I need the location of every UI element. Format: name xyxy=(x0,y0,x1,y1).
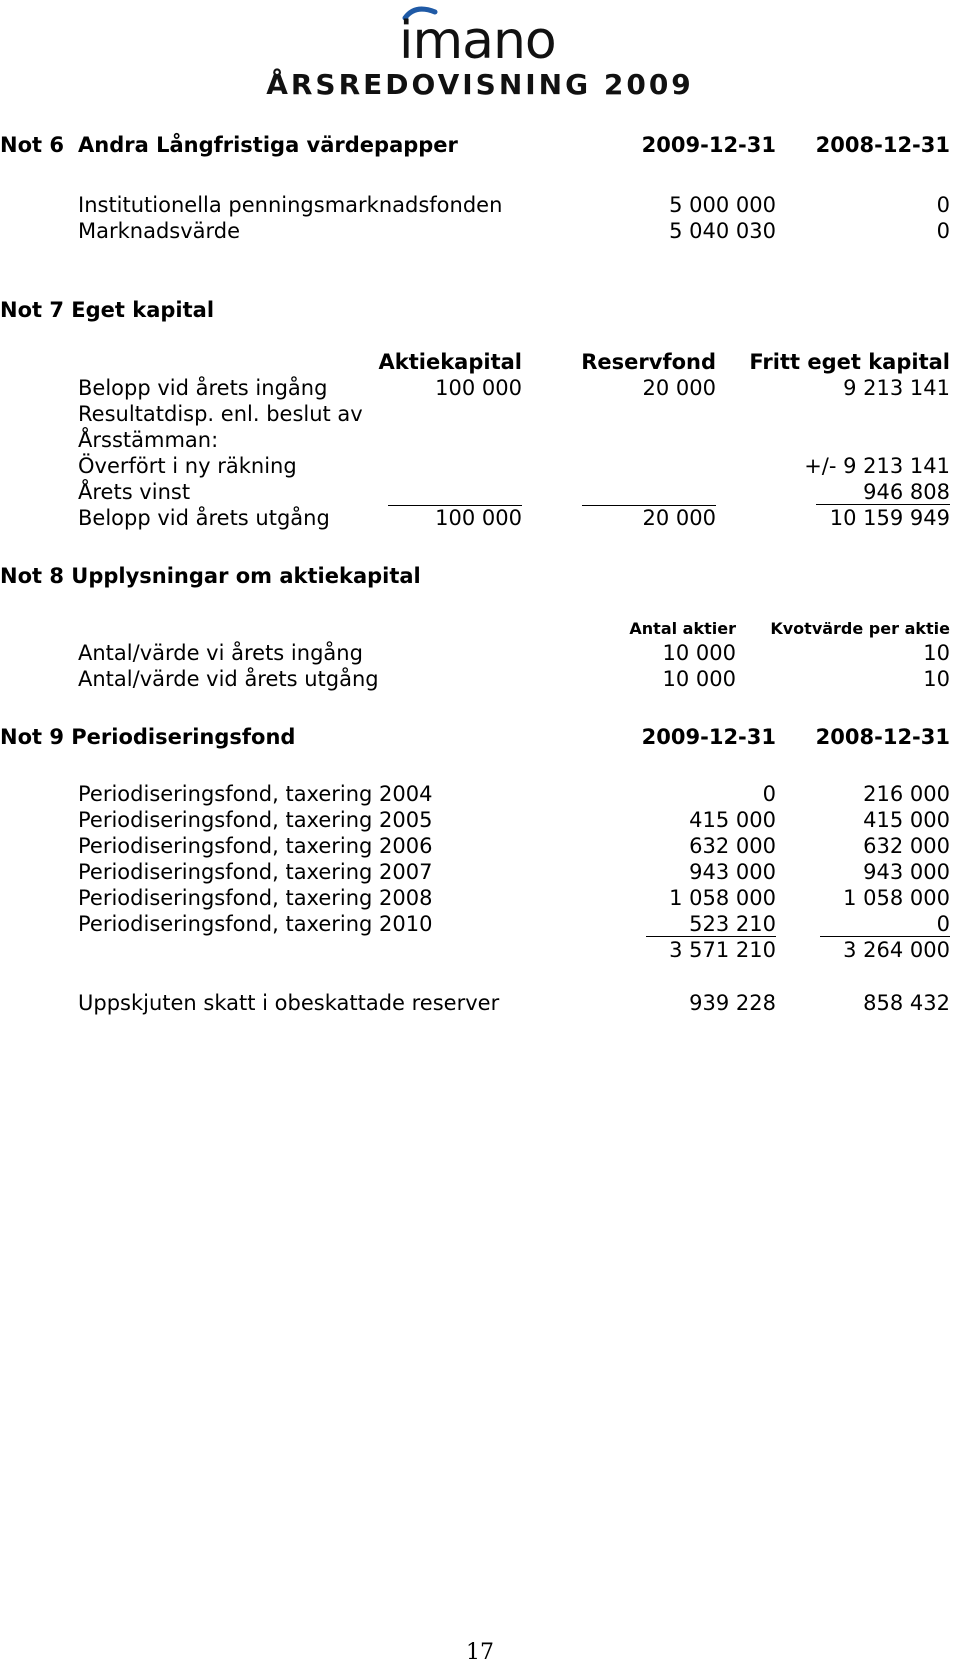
note8-row-value2: 10 xyxy=(923,641,950,665)
note7-opening-v3: 9 213 141 xyxy=(843,376,950,400)
note7-col1-header: Aktiekapital xyxy=(378,350,522,374)
note8-row-value1: 10 000 xyxy=(662,667,736,691)
note6-col1-header: 2009-12-31 xyxy=(641,133,776,157)
svg-text:imano: imano xyxy=(399,11,556,66)
deferred-tax-label: Uppskjuten skatt i obeskattade reserver xyxy=(78,991,500,1015)
note7-profit-v3: 946 808 xyxy=(816,480,950,505)
note9-row-label: Periodiseringsfond, taxering 2007 xyxy=(78,860,433,884)
note6-row-value1: 5 000 000 xyxy=(669,193,776,217)
note7-closing-v3: 10 159 949 xyxy=(829,506,950,530)
note6-number: Not 6 xyxy=(0,133,64,157)
note7-closing-label: Belopp vid årets utgång xyxy=(78,506,330,530)
note8-col2-header: Kvotvärde per aktie xyxy=(770,619,950,638)
deferred-tax-value1: 939 228 xyxy=(689,991,776,1015)
note9-row-value1: 523 210 xyxy=(646,912,776,937)
deferred-tax-value2: 858 432 xyxy=(863,991,950,1015)
note9-row-label: Periodiseringsfond, taxering 2004 xyxy=(78,782,433,806)
note9-row-value2: 0 xyxy=(820,912,950,937)
note7-opening-v2: 20 000 xyxy=(642,376,716,400)
note8-title: Not 8 Upplysningar om aktiekapital xyxy=(0,564,421,588)
note6-row-value1: 5 040 030 xyxy=(669,219,776,243)
note7-resultat-label-2: Årsstämman: xyxy=(78,428,219,452)
note9-row-value2: 216 000 xyxy=(863,782,950,806)
note9-row-value1: 1 058 000 xyxy=(669,886,776,910)
note9-row-value1: 0 xyxy=(762,782,776,806)
note7-transfer-v3: +/- 9 213 141 xyxy=(804,454,950,478)
note9-row-label: Periodiseringsfond, taxering 2006 xyxy=(78,834,433,858)
note6-col2-header: 2008-12-31 xyxy=(815,133,950,157)
note8-col1-header: Antal aktier xyxy=(629,619,736,638)
note7-col1-sum-line xyxy=(388,480,522,506)
note7-col2-sum-line xyxy=(582,480,716,506)
note9-title: Not 9 Periodiseringsfond xyxy=(0,725,296,749)
note8-row-label: Antal/värde vid årets utgång xyxy=(78,667,379,691)
note7-closing-v1: 100 000 xyxy=(435,506,522,530)
note9-total-value1: 3 571 210 xyxy=(669,938,776,962)
note6-row-label: Marknadsvärde xyxy=(78,219,241,243)
note7-resultat-label-1: Resultatdisp. enl. beslut av xyxy=(78,402,363,426)
note9-col2-header: 2008-12-31 xyxy=(815,725,950,749)
note9-row-value2: 632 000 xyxy=(863,834,950,858)
note9-row-value2: 415 000 xyxy=(863,808,950,832)
note9-row-label: Periodiseringsfond, taxering 2010 xyxy=(78,912,433,936)
note9-row-value1: 943 000 xyxy=(689,860,776,884)
note9-total-value2: 3 264 000 xyxy=(843,938,950,962)
note7-title: Not 7 Eget kapital xyxy=(0,298,215,322)
note7-col2-header: Reservfond xyxy=(581,350,716,374)
note9-row-label: Periodiseringsfond, taxering 2008 xyxy=(78,886,433,910)
note7-closing-v2: 20 000 xyxy=(642,506,716,530)
note7-col3-header: Fritt eget kapital xyxy=(749,350,950,374)
note6-title: Andra Långfristiga värdepapper xyxy=(78,133,458,157)
note6-row-label: Institutionella penningsmarknadsfonden xyxy=(78,193,503,217)
note9-row-label: Periodiseringsfond, taxering 2005 xyxy=(78,808,433,832)
note8-row-value2: 10 xyxy=(923,667,950,691)
page-number: 17 xyxy=(466,1640,494,1665)
note9-row-value2: 943 000 xyxy=(863,860,950,884)
note6-row-value2: 0 xyxy=(936,193,950,217)
note7-opening-v1: 100 000 xyxy=(435,376,522,400)
note9-row-value1: 632 000 xyxy=(689,834,776,858)
note7-opening-label: Belopp vid årets ingång xyxy=(78,376,328,400)
note9-row-value2: 1 058 000 xyxy=(843,886,950,910)
note7-profit-label: Årets vinst xyxy=(78,480,191,504)
note9-row-value1: 415 000 xyxy=(689,808,776,832)
imano-logo xyxy=(395,6,605,66)
document-title: ÅRSREDOVISNING 2009 xyxy=(266,68,694,101)
note8-row-label: Antal/värde vi årets ingång xyxy=(78,641,363,665)
note7-transfer-label: Överfört i ny räkning xyxy=(78,454,297,478)
note6-row-value2: 0 xyxy=(936,219,950,243)
note8-row-value1: 10 000 xyxy=(662,641,736,665)
note9-col1-header: 2009-12-31 xyxy=(641,725,776,749)
